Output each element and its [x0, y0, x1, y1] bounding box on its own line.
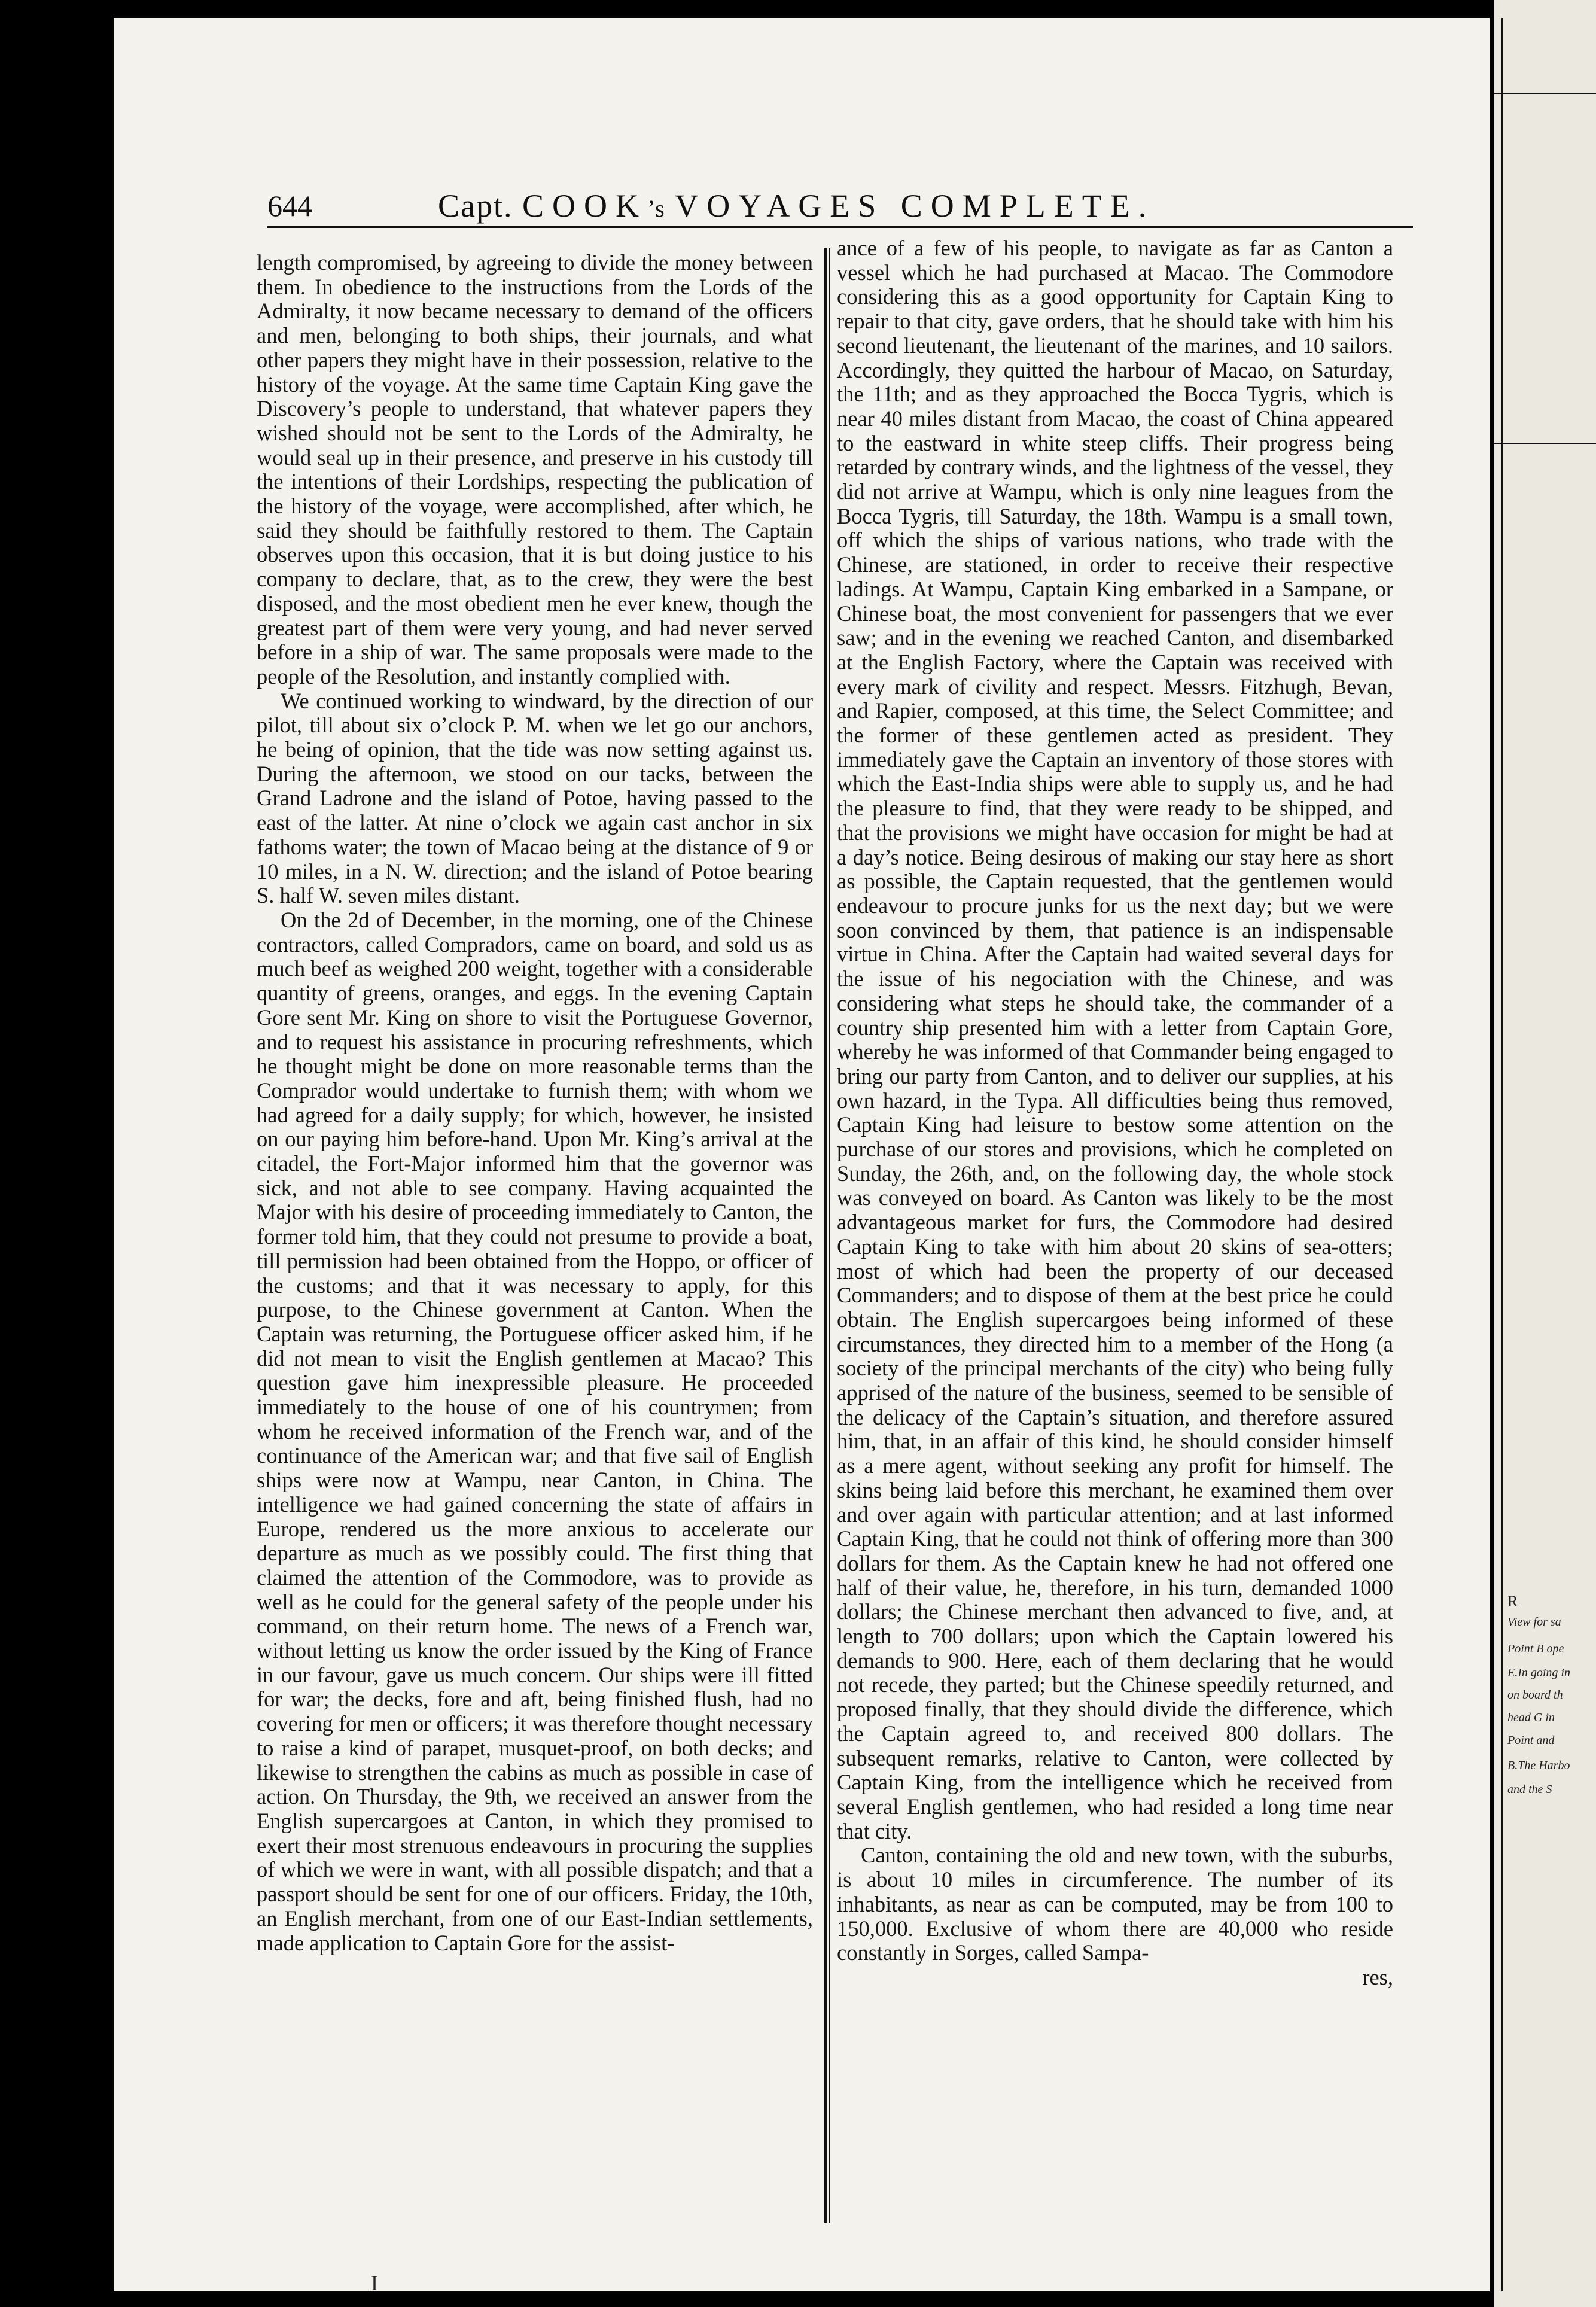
running-title: [438, 187, 1155, 224]
title-words: VOYAGES COMPLETE.: [675, 188, 1155, 224]
left-column: [257, 251, 813, 1955]
facing-page-fragment: R: [1507, 1593, 1518, 1610]
facing-page-fragment: Point B ope: [1507, 1642, 1564, 1655]
title-prefix: Capt.: [438, 188, 513, 224]
catchword: res,: [1362, 1964, 1393, 1989]
header-rule: [267, 226, 1413, 228]
facing-page-fragment: head G in: [1507, 1711, 1555, 1724]
facing-page-fragment: B.The Harbo: [1507, 1759, 1570, 1772]
facing-page-fragment: and the S: [1507, 1783, 1552, 1796]
facing-page-fragment: E.In going in: [1507, 1666, 1570, 1679]
map-frame-edge: [1494, 443, 1596, 444]
paragraph: ance of a few of his people, to navigate as far as Canton a vessel which he had purchased at Macao. The Commodore considering this as a good opportunity for Captain King to repair to that city, gave orders, that he should take with him his second lieutenant, the lieutenant of the marines, and 10 sailors. Accordingly, they quitted the harbour of Macao, on Saturday, the 11th; and as they approached the Bocca Tygris, which is near 40 miles distant from Macao, the coast of China appeared to the eastward in white steep cliffs. Their progress being retarded by contrary winds, and the lightness of the vessel, they did not arrive at Wampu, which is only nine leagues from the Bocca Tygris, till Saturday, the 18th. Wampu is a small town, off which the ships of various nations, who trade with the Chinese, are stationed, in order to receive their respective ladings. At Wampu, Captain King embarked in a Sampane, or Chinese boat, the most convenient for passengers that we ever saw; and in the evening we reached Canton, and disembarked at the English Factory, where the Captain was received with every mark of civility and respect. Messrs. Fitzhugh, Bevan, and Rapier, composed, at this time, the Select Committee; and the former of these gentlemen acted as president. They immediately gave the Captain an inventory of those stores with which the East-India ships were able to supply us, and he had the pleasure to find, that they were ready to be shipped, and that the provisions we might have occasion for might be had at a day’s notice. Being desirous of making our stay here as short as possible, the Captain requested, that the gentlemen would endeavour to procure junks for us the next day; but we were soon convinced by them, that patience is an indispensable virtue in China. After the Captain had waited several days for the issue of his negociation with the Chinese, and was considering what steps he should take, the commander of a country ship presented him with a letter from Captain Gore, whereby he was informed of that Commander being engaged to bring our party from Canton, and to deliver our supplies, at his own hazard, in the Typa. All difficulties being thus removed, Captain King had leisure to bestow some attention on the purchase of our stores and provisions, which he completed on Sunday, the 26th, and, on the following day, the whole stock was conveyed on board. As Canton was likely to be the most advantageous market for furs, the Commodore had desired Captain King to take with him about 20 skins of sea-otters; most of which had been the property of our deceased Commanders; and to dispose of them at the best price he could obtain. The English supercargoes being informed of these circumstances, they directed him to a member of the Hong (a society of the principal merchants of the city) who being fully apprised of the nature of the business, seemed to be sensible of the delicacy of the Captain’s situation, and therefore assured him, that, in an affair of this kind, he should consider himself as a mere agent, without seeking any profit for himself. The skins being laid before this merchant, he examined them over and over again with particular attention; and at last informed Captain King, that he could not think of offering more than 300 dollars for them. As the Captain knew he had not offered one half of their value, he, therefore, in his turn, demanded 1000 dollars; the Chinese merchant then advanced to five, and, at length to 700 dollars; upon which the Captain lowered his demands to 900. Here, each of them declaring that he would not recede, they parted; but the Chinese speedily returned, and proposed finally, that they should divide the difference, which the Captain agreed to, and received 800 dollars. The subsequent remarks, relative to Canton, were collected by Captain King, from the intelligence which he received from several English gentlemen, who had resided a long time near that city.: [837, 236, 1393, 1843]
facing-page-fragment: Point and: [1507, 1734, 1555, 1747]
title-possessive: ’s: [647, 195, 666, 222]
paragraph: On the 2d of December, in the morning, one of the Chinese contractors, called Compradors, came on board, and sold us as much beef as weighed 200 weight, together with a considerable quantity of greens, oranges, and eggs. In the evening Captain Gore sent Mr. King on shore to visit the Portuguese Governor, and to request his assistance in procuring refreshments, which he thought might be done on more reasonable terms than the Comprador would undertake to furnish them; with whom we had agreed for a daily supply; for which, however, he insisted on our paying him before-hand. Upon Mr. King’s arrival at the citadel, the Fort-Major informed him that the governor was sick, and not able to see company. Having acquainted the Major with his desire of proceeding immediately to Canton, the former told him, that they could not presume to provide a boat, till permission had been obtained from the Hoppo, or officer of the customs; and that it was necessary to apply, for this purpose, to the Chinese government at Canton. When the Captain was returning, the Portuguese officer asked him, if he did not mean to visit the English gentlemen at Macao? This question gave him inexpressible pleasure. He proceeded immediately to the house of one of his countrymen; from whom he received information of the French war, and of the continuance of the American war; and that five sail of English ships were now at Wampu, near Canton, in China. The intelligence we had gained concerning the state of affairs in Europe, rendered us the more anxious to accelerate our departure as much as we possibly could. The first thing that claimed the attention of the Commodore, was to provide as well as he could for the general safety of the people under his command, on their return home. The news of a French war, without letting us know the order issued by the King of France in our favour, gave us much concern. Our ships were ill fitted for war; the decks, fore and aft, being finished flush, had no covering for men or officers; it was therefore thought necessary to raise a kind of parapet, musquet-proof, on both decks; and likewise to strengthen the cabins as much as possible in case of action. On Thursday, the 9th, we received an answer from the English supercargoes at Canton, in which they promised to exert their most strenuous endeavours in procuring the supplies of which we were in want, with all possible dispatch; and that a passport should be sent for one of our officers. Friday, the 10th, an English merchant, from one of our East-Indian settlements, made application to Captain Gore for the assist-: [257, 907, 813, 1955]
facing-page-edge: [1494, 0, 1596, 2307]
page-number: 644: [267, 189, 312, 223]
map-frame-top: [1494, 93, 1596, 94]
facing-page-border: [1501, 18, 1503, 2291]
right-column: [837, 236, 1393, 1990]
running-head: [267, 184, 1413, 226]
facing-page-fragment: on board th: [1507, 1688, 1563, 1702]
column-divider: [829, 248, 830, 2223]
facing-page-fragment: View for sa: [1507, 1615, 1561, 1629]
signature-mark: I: [371, 2271, 378, 2295]
column-divider: [824, 248, 827, 2223]
paragraph: Canton, containing the old and new town, with the suburbs, is about 10 miles in circumference. The number of its inhabitants, as near as can be computed, may be from 100 to 150,000. Exclusive of whom there are 40,000 who reside constantly in Sorges, called Sampa-: [837, 1843, 1393, 1965]
paragraph: We continued working to windward, by the direction of our pilot, till about six o’clock P. M. when we let go our anchors, he being of opinion, that the tide was now setting against us. During the afternoon, we stood on our tacks, between the Grand Ladrone and the island of Potoe, having passed to the east of the latter. At nine o’clock we again cast anchor in six fathoms water; the town of Macao being at the distance of 9 or 10 miles, in a N. W. direction; and the island of Potoe bearing S. half W. seven miles distant.: [257, 688, 813, 908]
title-name: COOK: [522, 188, 648, 224]
paragraph: length compromised, by agreeing to divide the money between them. In obedience to the instructions from the Lords of the Admiralty, it now became necessary to demand of the officers and men, belonging to both ships, their journals, and what other papers they might have in their possession, relative to the history of the voyage. At the same time Captain King gave the Discovery’s people to understand, that whatever papers they wished should not be sent to the Lords of the Admiralty, he would seal up in their presence, and preserve in his custody till the intentions of their Lordships, respecting the publication of the history of the voyage, were accomplished, after which, he said they should be faithfully restored to them. The Captain observes upon this occasion, that it is but doing justice to his company to declare, that, as to the crew, they were the best disposed, and the most obedient men he ever knew, though the greatest part of them were very young, and had never served before in a ship of war. The same proposals were made to the people of the Resolution, and instantly complied with.: [257, 250, 813, 689]
